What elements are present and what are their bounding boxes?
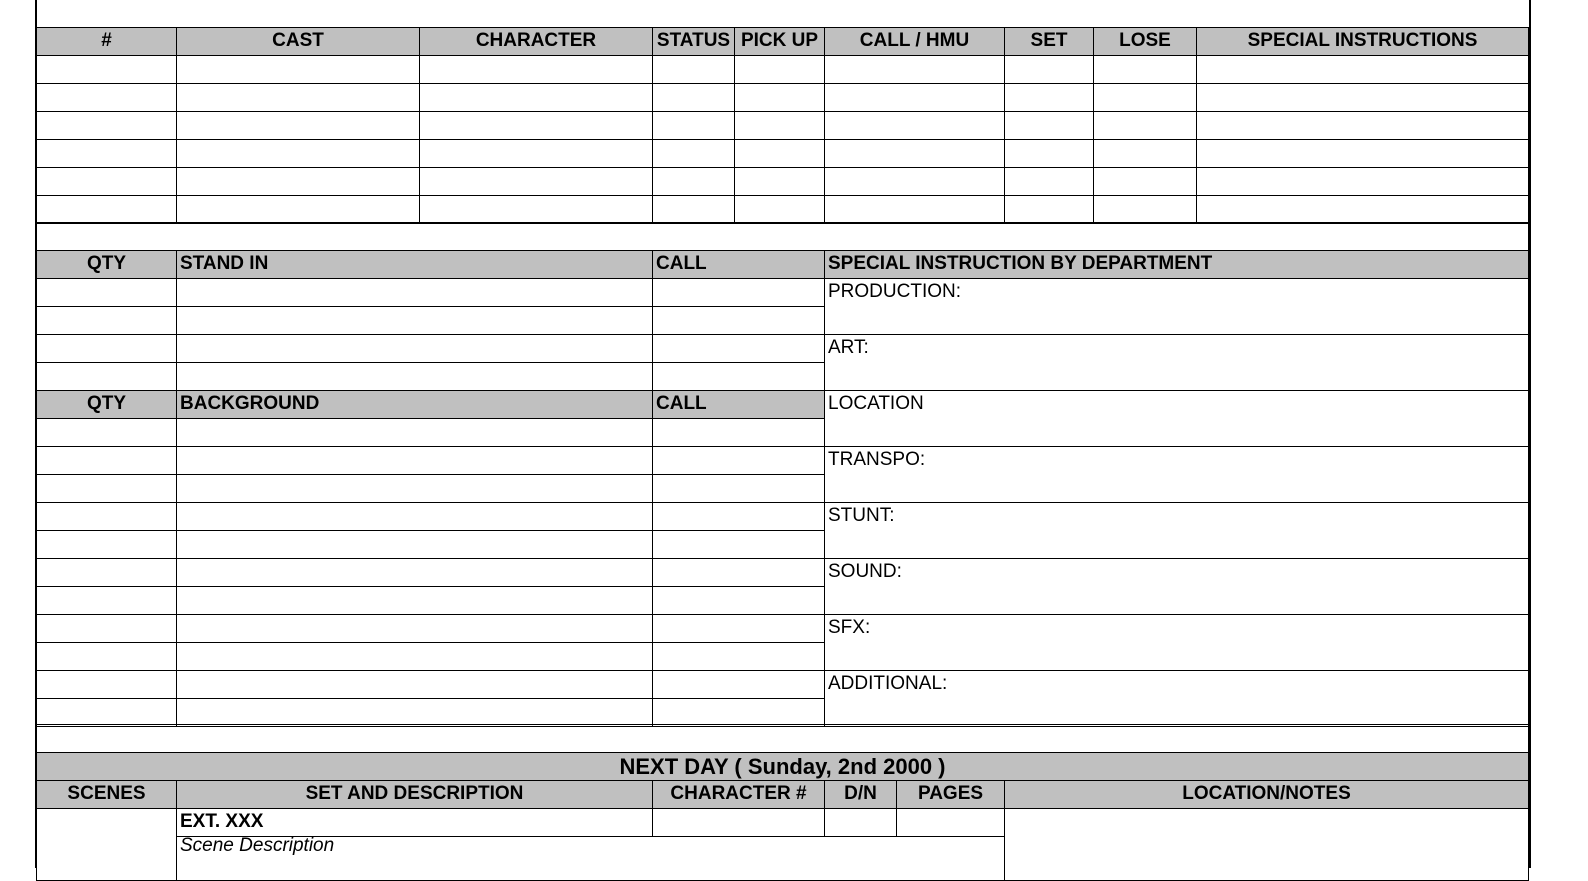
background-cell-call[interactable]: [652, 642, 825, 671]
next-day-header-set-description: SET AND DESCRIPTION: [176, 780, 653, 809]
cast-cell-lose[interactable]: [1093, 83, 1197, 112]
cast-cell-call-hmu[interactable]: [824, 139, 1005, 168]
cast-cell-status[interactable]: [652, 83, 735, 112]
cast-header-number: #: [36, 27, 177, 56]
stand-in-cell-call[interactable]: [652, 278, 825, 307]
next-day-cell-day-night[interactable]: [824, 808, 897, 837]
cast-cell-cast[interactable]: [176, 83, 420, 112]
next-day-header-location-notes: LOCATION/NOTES: [1004, 780, 1529, 809]
next-day-cell-location-notes[interactable]: [1004, 808, 1529, 881]
spacer-row: [36, 222, 1529, 251]
cast-cell-special-instructions[interactable]: [1196, 111, 1529, 140]
cast-cell-character[interactable]: [419, 111, 653, 140]
background-cell-qty[interactable]: [36, 446, 177, 475]
department-art[interactable]: ART:: [824, 334, 1529, 391]
cast-cell-character[interactable]: [419, 83, 653, 112]
next-day-description[interactable]: Scene Description: [176, 836, 1005, 881]
background-cell-background[interactable]: [176, 614, 653, 643]
cast-cell-pick-up[interactable]: [734, 195, 825, 224]
next-day-cell-character-number[interactable]: [652, 808, 825, 837]
background-cell-qty[interactable]: [36, 614, 177, 643]
cast-cell-pick-up[interactable]: [734, 55, 825, 84]
cast-cell-cast[interactable]: [176, 167, 420, 196]
cast-cell-status[interactable]: [652, 195, 735, 224]
background-cell-qty[interactable]: [36, 558, 177, 587]
background-cell-call[interactable]: [652, 502, 825, 531]
background-cell-call[interactable]: [652, 474, 825, 503]
background-header-call: CALL: [652, 390, 825, 419]
cast-header-character: CHARACTER: [419, 27, 653, 56]
cast-header-call-hmu: CALL / HMU: [824, 27, 1005, 56]
background-cell-qty[interactable]: [36, 474, 177, 503]
background-cell-background[interactable]: [176, 446, 653, 475]
department-transpo[interactable]: TRANSPO:: [824, 446, 1529, 503]
cast-cell-special-instructions[interactable]: [1196, 55, 1529, 84]
stand-in-cell-stand-in[interactable]: [176, 278, 653, 307]
spacer-row: [36, 724, 1529, 753]
stand-in-header-call: CALL: [652, 250, 825, 279]
cast-cell-cast[interactable]: [176, 55, 420, 84]
cast-cell-pick-up[interactable]: [734, 111, 825, 140]
cast-header-lose: LOSE: [1093, 27, 1197, 56]
department-additional[interactable]: ADDITIONAL:: [824, 670, 1529, 727]
cast-cell-set[interactable]: [1004, 83, 1094, 112]
cast-cell-lose[interactable]: [1093, 195, 1197, 224]
stand-in-cell-stand-in[interactable]: [176, 306, 653, 335]
background-cell-call[interactable]: [652, 446, 825, 475]
cast-cell-number[interactable]: [36, 139, 177, 168]
background-cell-call[interactable]: [652, 586, 825, 615]
cast-cell-lose[interactable]: [1093, 139, 1197, 168]
cast-cell-set[interactable]: [1004, 195, 1094, 224]
stand-in-cell-stand-in[interactable]: [176, 334, 653, 363]
cast-cell-special-instructions[interactable]: [1196, 167, 1529, 196]
cast-cell-character[interactable]: [419, 139, 653, 168]
background-cell-qty[interactable]: [36, 502, 177, 531]
next-day-set[interactable]: EXT. XXX: [176, 808, 653, 837]
stand-in-cell-qty[interactable]: [36, 334, 177, 363]
cast-cell-special-instructions[interactable]: [1196, 139, 1529, 168]
cast-cell-status[interactable]: [652, 111, 735, 140]
stand-in-cell-qty[interactable]: [36, 278, 177, 307]
background-cell-call[interactable]: [652, 418, 825, 447]
cast-cell-cast[interactable]: [176, 139, 420, 168]
background-cell-background[interactable]: [176, 698, 653, 727]
cast-cell-call-hmu[interactable]: [824, 83, 1005, 112]
department-location[interactable]: LOCATION: [824, 390, 1529, 447]
background-cell-qty[interactable]: [36, 586, 177, 615]
stand-in-cell-call[interactable]: [652, 362, 825, 391]
department-stunt[interactable]: STUNT:: [824, 502, 1529, 559]
background-cell-call[interactable]: [652, 558, 825, 587]
cast-cell-call-hmu[interactable]: [824, 195, 1005, 224]
cast-cell-set[interactable]: [1004, 167, 1094, 196]
cast-cell-number[interactable]: [36, 55, 177, 84]
cast-cell-number[interactable]: [36, 167, 177, 196]
cast-cell-character[interactable]: [419, 167, 653, 196]
cast-cell-lose[interactable]: [1093, 111, 1197, 140]
cast-cell-set[interactable]: [1004, 111, 1094, 140]
stand-in-cell-stand-in[interactable]: [176, 362, 653, 391]
next-day-header-day-night: D/N: [824, 780, 897, 809]
background-cell-qty[interactable]: [36, 642, 177, 671]
cast-cell-set[interactable]: [1004, 55, 1094, 84]
stand-in-cell-qty[interactable]: [36, 306, 177, 335]
next-day-cell-pages[interactable]: [896, 808, 1005, 837]
cast-cell-special-instructions[interactable]: [1196, 83, 1529, 112]
next-day-header-character-number: CHARACTER #: [652, 780, 825, 809]
cast-cell-cast[interactable]: [176, 195, 420, 224]
background-cell-qty[interactable]: [36, 530, 177, 559]
cast-header-status: STATUS: [652, 27, 735, 56]
background-cell-call[interactable]: [652, 614, 825, 643]
background-cell-background[interactable]: [176, 418, 653, 447]
cast-header-pick-up: PICK UP: [734, 27, 825, 56]
background-cell-qty[interactable]: [36, 670, 177, 699]
background-cell-background[interactable]: [176, 670, 653, 699]
background-cell-call[interactable]: [652, 530, 825, 559]
background-cell-call[interactable]: [652, 698, 825, 727]
stand-in-header-stand-in: STAND IN: [176, 250, 653, 279]
cast-cell-number[interactable]: [36, 111, 177, 140]
next-day-cell-scenes[interactable]: [36, 808, 177, 881]
background-cell-background[interactable]: [176, 558, 653, 587]
stand-in-cell-qty[interactable]: [36, 362, 177, 391]
background-cell-background[interactable]: [176, 502, 653, 531]
cast-cell-character[interactable]: [419, 55, 653, 84]
background-cell-background[interactable]: [176, 474, 653, 503]
cast-cell-call-hmu[interactable]: [824, 55, 1005, 84]
background-cell-background[interactable]: [176, 586, 653, 615]
stand-in-header-qty: QTY: [36, 250, 177, 279]
background-cell-call[interactable]: [652, 670, 825, 699]
cast-cell-call-hmu[interactable]: [824, 167, 1005, 196]
cast-cell-lose[interactable]: [1093, 55, 1197, 84]
department-production[interactable]: PRODUCTION:: [824, 278, 1529, 335]
background-cell-background[interactable]: [176, 642, 653, 671]
cast-cell-set[interactable]: [1004, 139, 1094, 168]
department-sfx[interactable]: SFX:: [824, 614, 1529, 671]
cast-cell-cast[interactable]: [176, 111, 420, 140]
cast-cell-number[interactable]: [36, 195, 177, 224]
cast-cell-call-hmu[interactable]: [824, 111, 1005, 140]
stand-in-cell-call[interactable]: [652, 334, 825, 363]
next-day-title: NEXT DAY ( Sunday, 2nd 2000 ): [36, 752, 1529, 781]
cast-cell-status[interactable]: [652, 55, 735, 84]
cast-header-cast: CAST: [176, 27, 420, 56]
stand-in-cell-call[interactable]: [652, 306, 825, 335]
cast-cell-pick-up[interactable]: [734, 83, 825, 112]
background-header-qty: QTY: [36, 390, 177, 419]
cast-cell-character[interactable]: [419, 195, 653, 224]
cast-cell-pick-up[interactable]: [734, 167, 825, 196]
background-cell-background[interactable]: [176, 530, 653, 559]
cast-cell-pick-up[interactable]: [734, 139, 825, 168]
department-sound[interactable]: SOUND:: [824, 558, 1529, 615]
cast-cell-lose[interactable]: [1093, 167, 1197, 196]
cast-cell-special-instructions[interactable]: [1196, 195, 1529, 224]
background-header-background: BACKGROUND: [176, 390, 653, 419]
background-cell-qty[interactable]: [36, 418, 177, 447]
department-header: SPECIAL INSTRUCTION BY DEPARTMENT: [824, 250, 1529, 279]
next-day-header-pages: PAGES: [896, 780, 1005, 809]
cast-cell-number[interactable]: [36, 83, 177, 112]
cast-cell-status[interactable]: [652, 139, 735, 168]
cast-cell-status[interactable]: [652, 167, 735, 196]
cast-header-set: SET: [1004, 27, 1094, 56]
next-day-header-scenes: SCENES: [36, 780, 177, 809]
background-cell-qty[interactable]: [36, 698, 177, 727]
cast-header-special-instructions: SPECIAL INSTRUCTIONS: [1196, 27, 1529, 56]
